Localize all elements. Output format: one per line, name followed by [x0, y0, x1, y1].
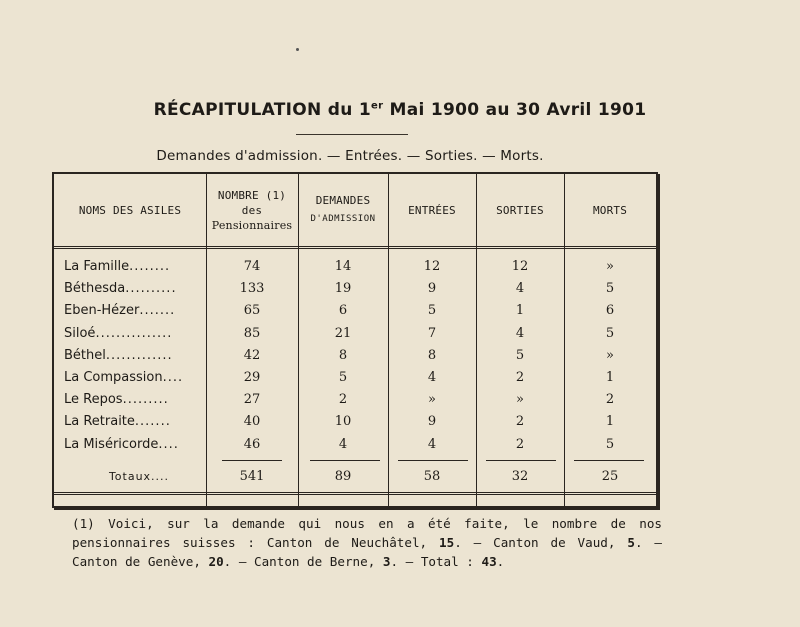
totals-rule — [310, 460, 380, 461]
cell-demandes: 14 — [334, 259, 352, 274]
total-entrees: 58 — [423, 469, 441, 484]
table-row — [54, 278, 656, 300]
totals-rule — [398, 460, 468, 461]
cell-demandes: 10 — [334, 414, 352, 430]
table-row — [54, 367, 656, 389]
asile-name: La Retraite....... — [64, 414, 171, 430]
cell-pensionnaires: 40 — [243, 414, 261, 430]
table-row — [54, 434, 656, 456]
cell-sorties: 4 — [515, 325, 525, 341]
cell-morts: » — [606, 259, 614, 274]
cell-sorties: 5 — [515, 347, 525, 363]
cell-sorties: 2 — [515, 370, 525, 385]
cell-demandes: 21 — [334, 325, 352, 341]
table-row — [54, 300, 656, 322]
cell-sorties: 1 — [515, 303, 525, 319]
asile-name: Béthel............. — [64, 347, 173, 363]
totals-rule — [574, 460, 644, 461]
totals-rule — [486, 460, 556, 461]
header-pensionnaires: NOMBRE (1) des Pensionnaires — [211, 188, 293, 232]
total-sorties: 32 — [511, 469, 529, 484]
cell-pensionnaires: 42 — [243, 347, 261, 363]
cell-pensionnaires: 27 — [243, 392, 261, 408]
footnote: (1) Voici, sur la demande qui nous en a été faite, le nombre de nos pensionnaires suisses : Canton de Neuchâtel, 15. — Canton de Vaud, 5. — Canton de Genève, 20. — Canton de Berne, 3. — Total : 43. — [72, 516, 662, 569]
totals-rule — [222, 460, 282, 461]
cell-entrees: 7 — [427, 325, 437, 341]
cell-entrees: 9 — [427, 414, 437, 430]
cell-morts: 1 — [605, 370, 615, 385]
table-row — [54, 323, 656, 345]
title-superscript: er — [371, 100, 384, 112]
cell-sorties: 2 — [515, 414, 525, 430]
title-divider — [296, 134, 408, 135]
total-pensionnaires: 541 — [239, 469, 265, 484]
asile-name: Eben-Hézer....... — [64, 303, 176, 319]
cell-morts: 2 — [605, 392, 615, 408]
cell-morts: 5 — [605, 281, 615, 297]
cell-demandes: 4 — [338, 436, 348, 452]
page-title — [0, 100, 800, 120]
asile-name: Le Repos......... — [64, 392, 169, 408]
asile-name: Béthesda.......... — [64, 281, 177, 297]
total-demandes: 89 — [334, 469, 352, 484]
cell-entrees: » — [428, 392, 436, 408]
table-row — [54, 389, 656, 411]
cell-morts: 6 — [605, 303, 615, 319]
header-noms-asiles: NOMS DES ASILES — [78, 203, 182, 217]
cell-pensionnaires: 85 — [243, 325, 261, 341]
cell-pensionnaires: 46 — [243, 436, 261, 452]
cell-entrees: 4 — [427, 370, 437, 385]
cell-demandes: 5 — [338, 370, 348, 385]
totals-row — [54, 466, 656, 488]
table-bottom-rule — [54, 492, 656, 495]
header-demandes: DEMANDES D'ADMISSION — [310, 194, 376, 224]
cell-sorties: » — [516, 392, 524, 408]
cell-demandes: 6 — [338, 303, 348, 319]
cell-pensionnaires: 65 — [243, 303, 261, 319]
table-header — [54, 174, 656, 249]
totals-label: Totaux.... — [108, 470, 170, 483]
cell-entrees: 9 — [427, 281, 437, 297]
title-suffix: Mai 1900 au 30 Avril 1901 — [383, 100, 647, 120]
asile-name: Siloé............... — [64, 325, 173, 341]
total-morts: 25 — [601, 469, 619, 484]
table-row — [54, 411, 656, 433]
recap-table — [52, 172, 658, 508]
asile-name: La Compassion.... — [64, 370, 184, 385]
asile-name: La Famille........ — [64, 259, 171, 274]
header-entrees: ENTRÉES — [408, 203, 456, 217]
cell-pensionnaires: 133 — [239, 281, 265, 297]
table-row — [54, 345, 656, 367]
cell-demandes: 19 — [334, 281, 352, 297]
cell-morts: 1 — [605, 414, 615, 430]
cell-sorties: 2 — [515, 436, 525, 452]
cell-entrees: 4 — [427, 436, 437, 452]
cell-entrees: 5 — [427, 303, 437, 319]
cell-entrees: 12 — [423, 259, 441, 274]
cell-sorties: 4 — [515, 281, 525, 297]
cell-sorties: 12 — [511, 259, 529, 274]
cell-demandes: 8 — [338, 347, 348, 363]
cell-pensionnaires: 29 — [243, 370, 261, 385]
page-subtitle: Demandes d'admission. — Entrées. — Sorties. — Morts. — [156, 148, 544, 164]
cell-entrees: 8 — [427, 347, 437, 363]
table-row — [54, 256, 656, 278]
cell-pensionnaires: 74 — [243, 259, 261, 274]
cell-demandes: 2 — [338, 392, 348, 408]
cell-morts: » — [606, 347, 614, 363]
header-sorties: SORTIES — [496, 203, 544, 217]
asile-name: La Miséricorde.... — [64, 436, 179, 452]
header-morts: MORTS — [592, 203, 628, 217]
title-prefix: RÉCAPITULATION du 1 — [153, 100, 372, 120]
cell-morts: 5 — [605, 325, 615, 341]
cell-morts: 5 — [605, 436, 615, 452]
ink-speck — [296, 48, 299, 51]
